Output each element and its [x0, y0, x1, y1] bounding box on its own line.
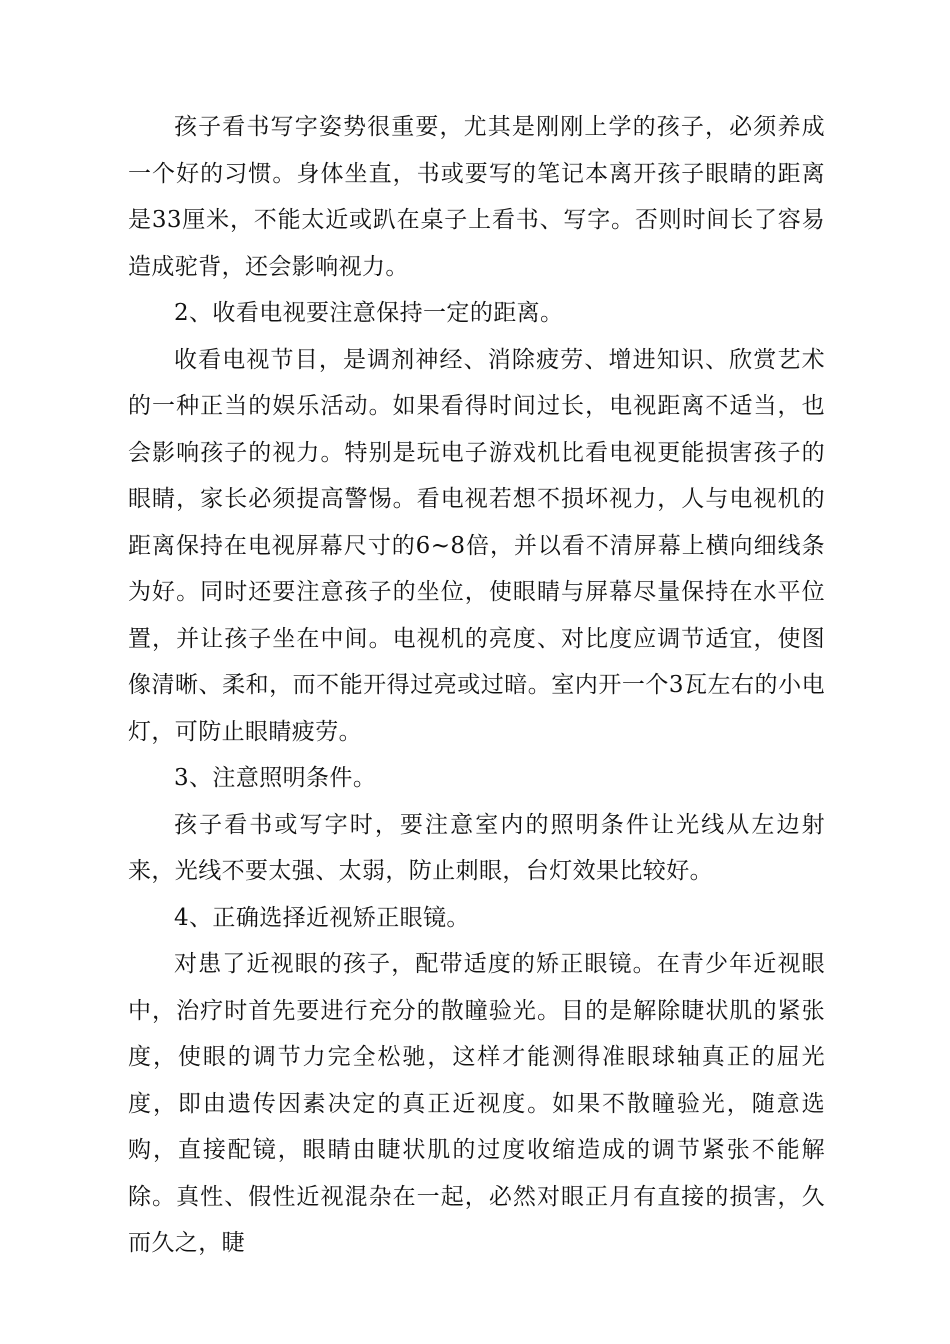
paragraph-posture: 孩子看书写字姿势很重要，尤其是刚刚上学的孩子，必须养成一个好的习惯。身体坐直，书或要写的笔记本离开孩子眼睛的距离是33厘米，不能太近或趴在桌子上看书、写字。否则时间长了容易造成驼背，还会影响视力。: [128, 114, 825, 280]
heading-tv-distance: 2、收看电视要注意保持一定的距离。: [174, 300, 564, 326]
paragraph-lighting: 孩子看书或写字时，要注意室内的照明条件让光线从左边射来，光线不要太强、太弱，防止刺眼，台灯效果比较好。: [128, 811, 825, 884]
heading-glasses: 4、正确选择近视矫正眼镜。: [174, 904, 470, 931]
paragraph-glasses: 对患了近视眼的孩子，配带适度的矫正眼镜。在青少年近视眼中，治疗时首先要进行充分的散瞳验光。目的是解除睫状肌的紧张度，使眼的调节力完全松驰，这样才能测得准眼球轴真正的屈光度，即由遗传因素决定的真正近视度。如果不散瞳验光，随意选购，直接配镜，眼睛由睫状肌的过度收缩造成的调节紧张不能解除。真性、假性近视混杂在一起，必然对眼正月有直接的损害，久而久之，睫: [128, 951, 825, 1256]
paragraph-tv-viewing: 收看电视节目，是调剂神经、消除疲劳、增进知识、欣赏艺术的一种正当的娱乐活动。如果看得时间过长，电视距离不适当，也会影响孩子的视力。特别是玩电子游戏机比看电视更能损害孩子的眼睛，家长必须提高警惕。看电视若想不损坏视力，人与电视机的距离保持在电视屏幕尺寸的6~8倍，并以看不清屏幕上横向细线条为好。同时还要注意孩子的坐位，使眼睛与屏幕尽量保持在水平位置，并让孩子坐在中间。电视机的亮度、对比度应调节适宜，使图像清晰、柔和，而不能开得过亮或过暗。室内开一个3瓦左右的小电灯，可防止眼睛疲劳。: [128, 346, 825, 745]
heading-lighting: 3、注意照明条件。: [174, 765, 377, 791]
document-page: [128, 104, 825, 1267]
